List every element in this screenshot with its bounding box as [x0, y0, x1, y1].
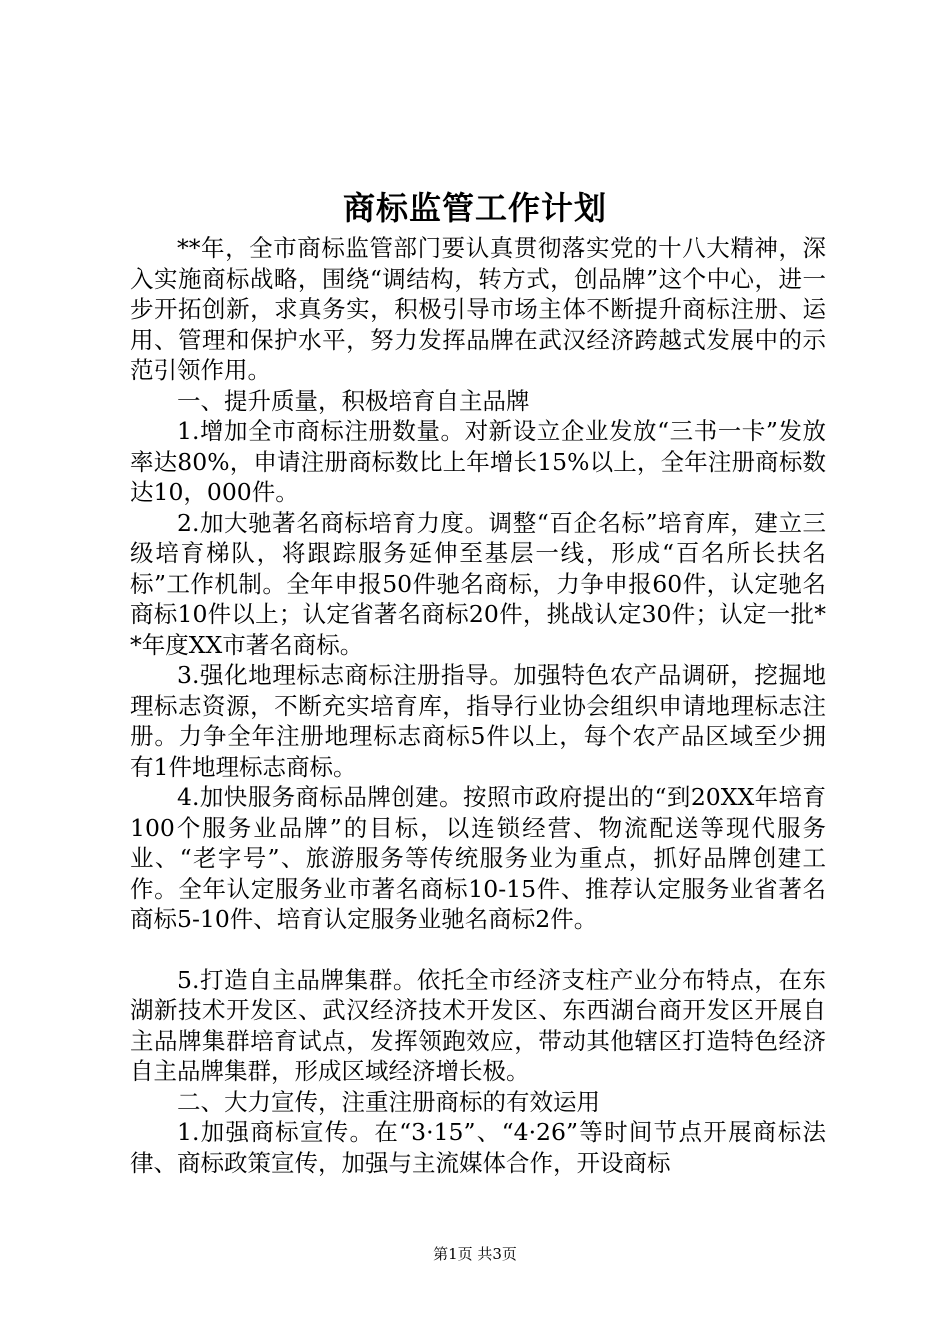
section-heading-2: 二、大力宣传，注重注册商标的有效运用: [177, 1087, 600, 1116]
document-body: [130, 233, 826, 1178]
paragraph-1-2: 2.加大驰著名商标培育力度。调整“百企名标”培育库，建立三级培育梯队，将跟踪服务延伸至基层一线，形成“百名所长扶名标”工作机制。全年申报50件驰名商标，力争申报60件，认定驰名商标10件以上；认定省著名商标20件，挑战认定30件；认定一批**年度XX市著名商标。: [130, 508, 826, 659]
page-footer: 第1页 共3页: [433, 1245, 517, 1263]
paragraph-2-1: 1.加强商标宣传。在“3·15”、“4·26”等时间节点开展商标法律、商标政策宣传，加强与主流媒体合作，开设商标: [130, 1118, 826, 1177]
intro-paragraph: **年，全市商标监管部门要认真贯彻落实党的十八大精神，深入实施商标战略，围绕“调结构，转方式，创品牌”这个中心，进一步开拓创新，求真务实，积极引导市场主体不断提升商标注册、运用、管理和保护水平，努力发挥品牌在武汉经济跨越式发展中的示范引领作用。: [130, 234, 826, 384]
paragraph-1-5: 5.打造自主品牌集群。依托全市经济支柱产业分布特点，在东湖新技术开发区、武汉经济技术开发区、东西湖台商开发区开展自主品牌集群培育试点，发挥领跑效应，带动其他辖区打造特色经济自主品牌集群，形成区域经济增长极。: [130, 965, 826, 1085]
paragraph-1-4: 4.加快服务商标品牌创建。按照市政府提出的“到20XX年培育100个服务业品牌”的目标，以连锁经营、物流配送等现代服务业、“老字号”、旅游服务等传统服务业为重点，抓好品牌创建工作。全年认定服务业市著名商标10-15件、推荐认定服务业省著名商标5-10件、培育认定服务业驰名商标2件。: [130, 783, 826, 933]
section-heading-1: 一、提升质量，积极培育自主品牌: [177, 386, 530, 415]
paragraph-1-3: 3.强化地理标志商标注册指导。加强特色农产品调研，挖掘地理标志资源，不断充实培育库，指导行业协会组织申请地理标志注册。力争全年注册地理标志商标5件以上，每个农产品区域至少拥有1件地理标志商标。: [130, 661, 826, 781]
paragraph-1-1: 1.增加全市商标注册数量。对新设立企业发放“三书一卡”发放率达80%，申请注册商标数比上年增长15%以上，全年注册商标数达10，000件。: [130, 417, 826, 506]
document-title: 商标监管工作计划: [342, 189, 607, 227]
